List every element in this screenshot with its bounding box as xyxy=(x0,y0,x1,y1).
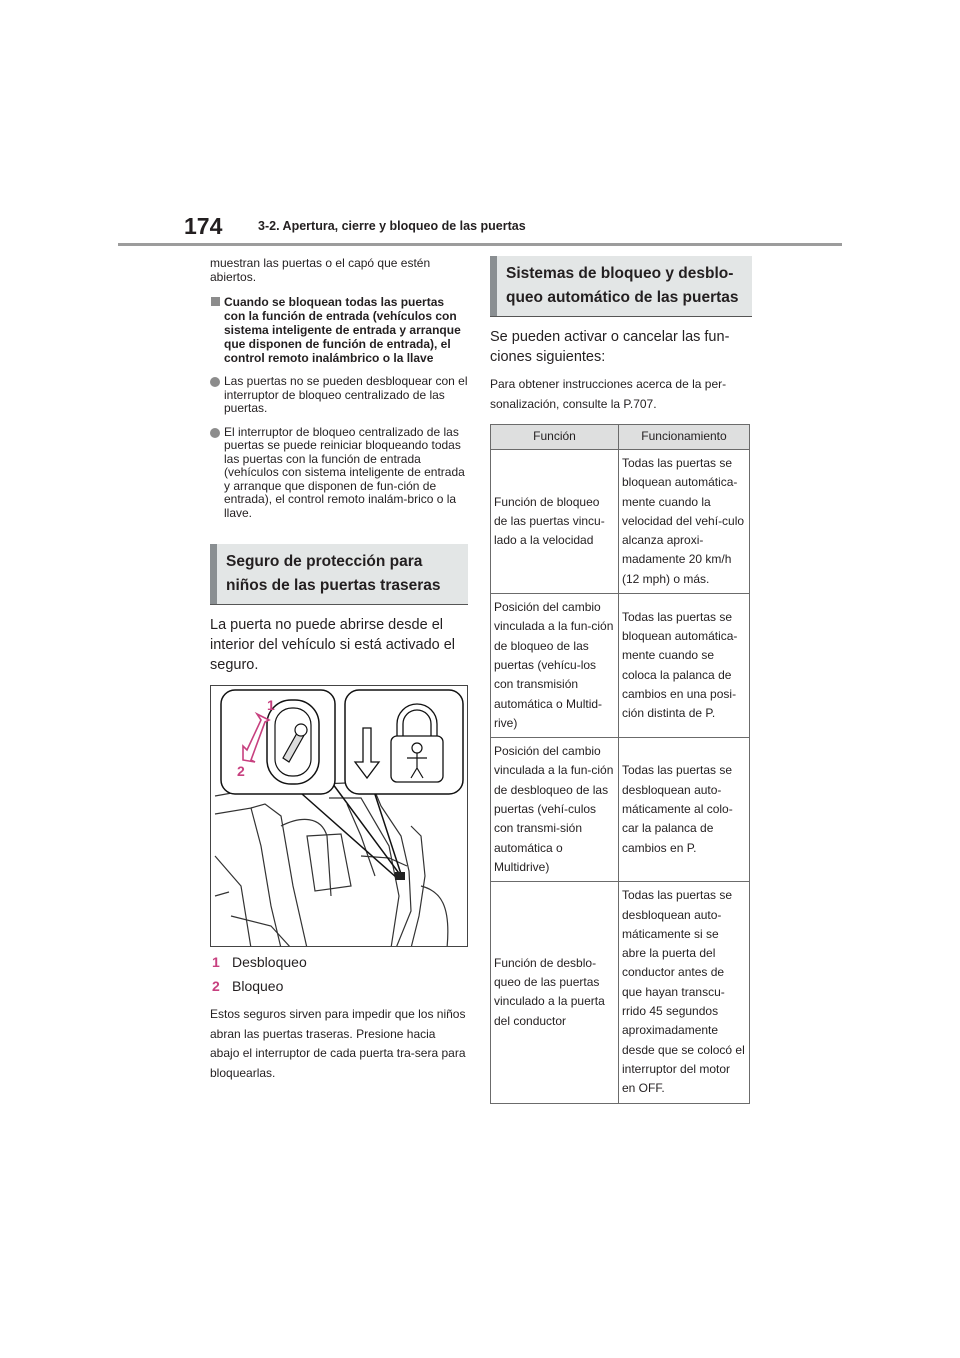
child-lock-heading xyxy=(210,544,468,605)
legend-label: Bloqueo xyxy=(232,978,284,994)
table-cell-function: Función de desblo-queo de las puertas vinculado a la puerta del conductor xyxy=(491,882,619,1103)
table-cell-function: Posición del cambio vinculada a la fun-ción de bloqueo de las puertas (vehícu-los con transmisión automática o Multid-rive) xyxy=(491,594,619,738)
table-header-row xyxy=(491,425,750,450)
section-title: 3-2. Apertura, cierre y bloqueo de las puertas xyxy=(258,219,526,233)
intro-text: muestran las puertas o el capó que estén abiertos. xyxy=(210,256,431,284)
child-lock-body: La puerta no puede abrirse desde el interior del vehículo si está activado el seguro. xyxy=(210,617,456,673)
circle-bullet-icon xyxy=(210,377,220,387)
auto-lock-note: Para obtener instrucciones acerca de la per-sonalización, consulte la P.707. xyxy=(490,377,727,411)
table-cell-operation: Todas las puertas se bloquean automática-mente cuando la velocidad del vehí-culo alcanza aproxi-madamente 20 km/h (12 mph) o más. xyxy=(619,450,750,594)
legend-label: Desbloqueo xyxy=(232,954,307,970)
table-row xyxy=(491,738,750,882)
legend-item-lock xyxy=(210,977,468,995)
function-table xyxy=(490,424,750,1104)
table-header-operation: Funcionamiento xyxy=(619,425,750,450)
child-lock-figure xyxy=(210,685,468,947)
table-cell-operation: Todas las puertas se bloquean automática-mente cuando se coloca la palanca de cambios en una posi-ción distinta de P. xyxy=(619,594,750,738)
legend-item-unlock xyxy=(210,953,468,971)
header-rule xyxy=(118,243,842,246)
bullet-item xyxy=(210,375,468,416)
child-lock-note: Estos seguros sirven para impedir que los niños abran las puertas traseras. Presione hacia abajo el interruptor de cada puerta tra-sera para bloquearlas. xyxy=(210,1007,466,1080)
figure-label-2: 2 xyxy=(237,763,245,779)
table-row xyxy=(491,450,750,594)
table-row xyxy=(491,882,750,1103)
auto-lock-heading-text: Sistemas de bloqueo y desblo-queo automático de las puertas xyxy=(506,265,739,306)
table-cell-operation: Todas las puertas se desbloquean auto-máticamente si se abre la puerta del conductor antes de que hayan transcu-rrido 45 segundos aproximadamente desde que se colocó el interruptor del motor en OFF. xyxy=(619,882,750,1103)
figure-label-1: 1 xyxy=(267,697,275,713)
table-cell-function: Función de bloqueo de las puertas vincu-lado a la velocidad xyxy=(491,450,619,594)
child-lock-illustration xyxy=(211,686,468,947)
legend-number: 2 xyxy=(212,978,220,994)
table-cell-function: Posición del cambio vinculada a la fun-ción de desbloqueo de las puertas (vehí-culos con transmi-sión automática o Multidrive) xyxy=(491,738,619,882)
bullet-text: El interruptor de bloqueo centralizado de las puertas se puede reiniciar bloqueando todas las puertas con la función de entrada (vehículos con sistema inteligente de entrada y arranque que disponen de fun-ción de entrada), el control remoto inalám-brico o la llave. xyxy=(224,424,465,520)
circle-bullet-icon xyxy=(210,428,220,438)
subheading xyxy=(210,295,468,365)
left-column xyxy=(210,256,468,1083)
legend-number: 1 xyxy=(212,954,220,970)
bullet-text: Las puertas no se pueden desbloquear con el interruptor de bloqueo centralizado de las puertas. xyxy=(224,374,468,415)
table-row xyxy=(491,594,750,738)
subheading-text: Cuando se bloquean todas las puertas con la función de entrada (vehículos con sistema inteligente de entrada y arranque que disponen de función de entrada), el control remoto inalámbrico o la llave xyxy=(224,295,461,365)
table-cell-operation: Todas las puertas se desbloquean auto-máticamente al colo-car la palanca de cambios en P. xyxy=(619,738,750,882)
auto-lock-body: Se pueden activar o cancelar las fun-ciones siguientes: xyxy=(490,329,730,365)
table-header-function: Función xyxy=(491,425,619,450)
auto-lock-heading xyxy=(490,256,752,317)
bullet-item xyxy=(210,426,468,521)
page-number: 174 xyxy=(184,213,223,239)
child-lock-heading-text: Seguro de protección para niños de las puertas traseras xyxy=(226,553,441,594)
square-bullet-icon xyxy=(211,297,220,306)
right-column xyxy=(490,256,752,1104)
